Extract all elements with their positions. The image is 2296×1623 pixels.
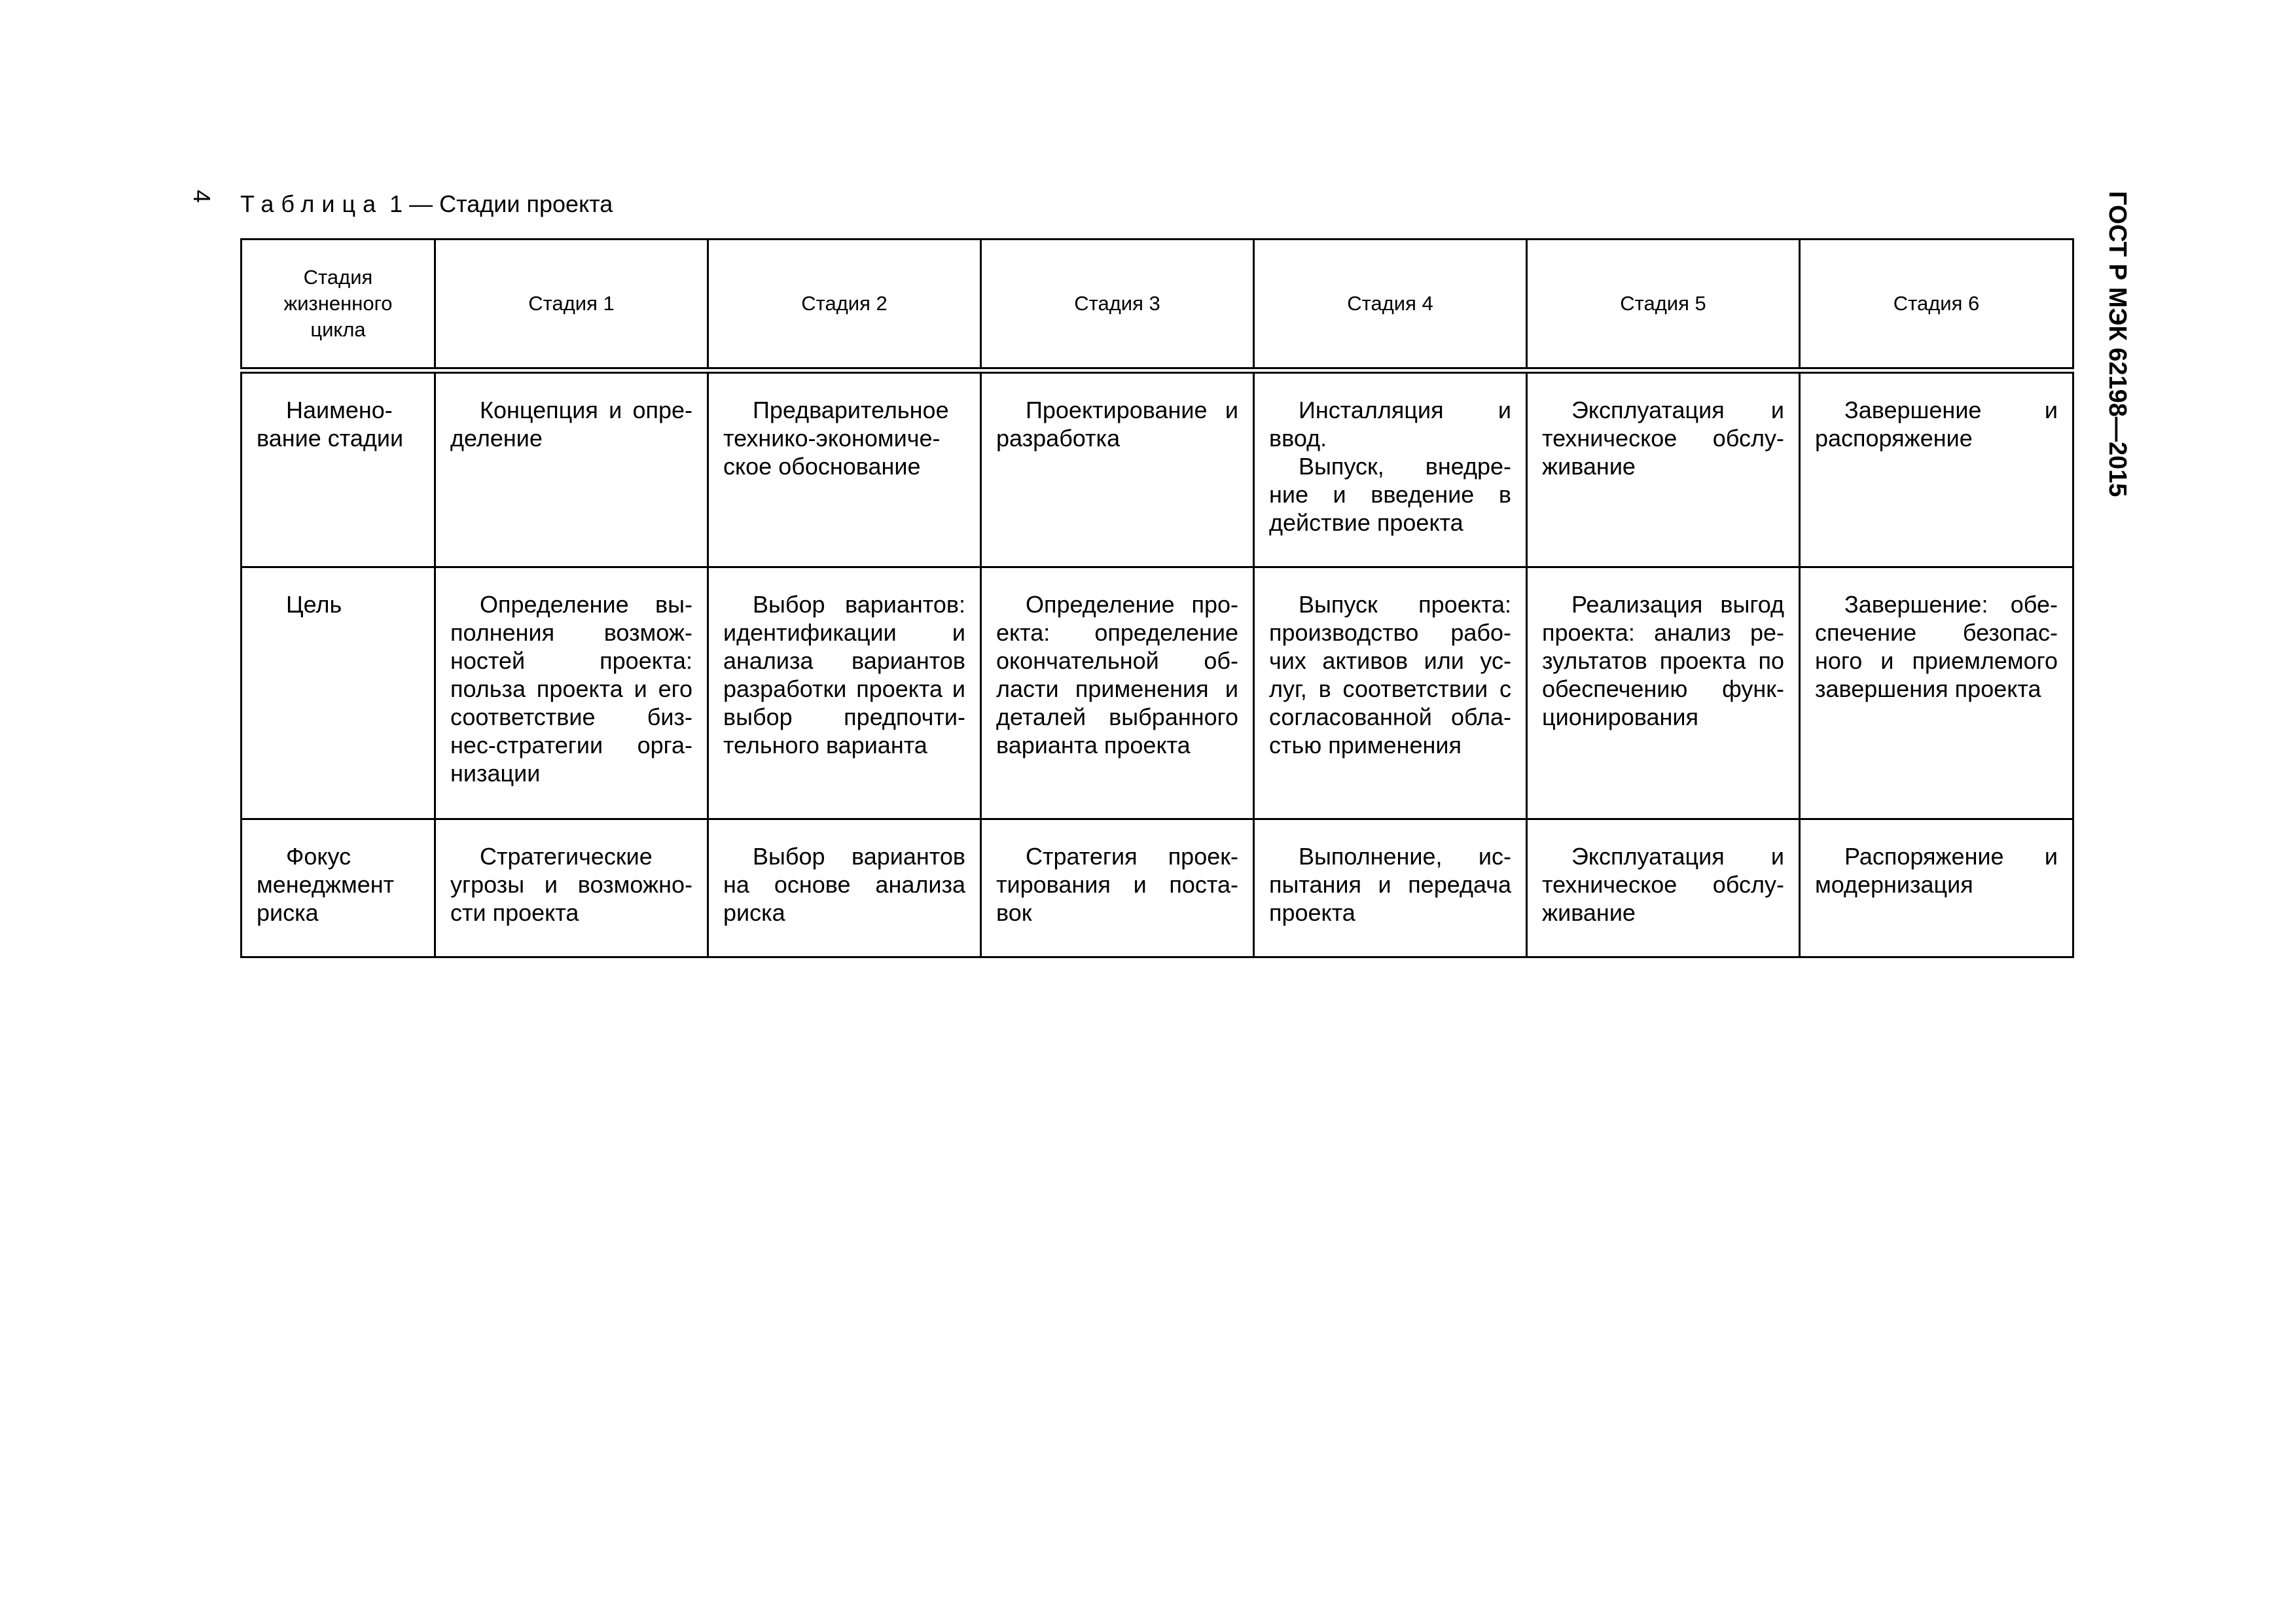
table-cell: Выбор вариантов: идентификации и анализа вариантов разработки проекта и выбор предпочти-тельного варианта xyxy=(708,567,981,819)
cell-paragraph: Инсталляция и ввод. xyxy=(1269,397,1511,452)
header-stage-3: Стадия 3 xyxy=(981,240,1254,371)
table-row-risk-focus xyxy=(242,819,2073,957)
table-cell xyxy=(1254,370,1527,567)
header-lifecycle-stage: Стадия жизненного цикла xyxy=(242,240,435,371)
table-cell: Выпуск проекта: производство рабо-чих активов или ус-луг, в соответствии с согласованной обла-стью применения xyxy=(1254,567,1527,819)
table-cell: Проектирование и разработка xyxy=(981,370,1254,567)
header-stage-2: Стадия 2 xyxy=(708,240,981,371)
header-stage-5: Стадия 5 xyxy=(1527,240,1800,371)
table-cell: Завершение и распоряжение xyxy=(1800,370,2073,567)
table-caption-text: 1 — Стадии проекта xyxy=(383,190,613,217)
table-cell: Выбор вариантов на основе анализа риска xyxy=(708,819,981,957)
header-stage-1: Стадия 1 xyxy=(435,240,708,371)
table-cell: Эксплуатация и техническое обслу-живание xyxy=(1527,370,1800,567)
table-cell: Стратегические угрозы и возможно-сти проекта xyxy=(435,819,708,957)
table-cell: Концепция и опре-деление xyxy=(435,370,708,567)
header-stage-4: Стадия 4 xyxy=(1254,240,1527,371)
table-cell: Стратегия проек-тирования и поста-вок xyxy=(981,819,1254,957)
cell-paragraph: Выпуск, внедре-ние и введение в действие проекта xyxy=(1269,453,1511,536)
table-cell: Реализация выгод проекта: анализ ре-зультатов проекта по обеспечению функ-ционирования xyxy=(1527,567,1800,819)
stages-table xyxy=(240,238,2074,958)
row-label-risk-focus: Фокус менеджмент риска xyxy=(242,819,435,957)
table-cell: Определение вы-полнения возмож-ностей проекта: польза проекта и его соответствие биз-нес-стратегии орга-низации xyxy=(435,567,708,819)
page-number: 4 xyxy=(188,189,216,204)
row-label-stage-name: Наимено-вание стадии xyxy=(242,370,435,567)
table-row-goal xyxy=(242,567,2073,819)
table-cell: Эксплуатация и техническое обслу-живание xyxy=(1527,819,1800,957)
table-cell: Предварительное технико-экономиче-ское обоснование xyxy=(708,370,981,567)
table-caption-label: Таблица xyxy=(240,190,384,217)
table-header-row xyxy=(242,240,2073,371)
row-label-goal: Цель xyxy=(242,567,435,819)
standard-id: ГОСТ Р МЭК 62198—2015 xyxy=(2104,191,2131,497)
header-stage-6: Стадия 6 xyxy=(1800,240,2073,371)
table-row-stage-name xyxy=(242,370,2073,567)
table-cell: Выполнение, ис-пытания и передача проекта xyxy=(1254,819,1527,957)
table-cell: Определение про-екта: определение окончательной об-ласти применения и деталей выбранного варианта проекта xyxy=(981,567,1254,819)
table-cell: Распоряжение и модернизация xyxy=(1800,819,2073,957)
table-cell: Завершение: обе-спечение безопас-ного и приемлемого завершения проекта xyxy=(1800,567,2073,819)
table-caption xyxy=(240,190,613,219)
